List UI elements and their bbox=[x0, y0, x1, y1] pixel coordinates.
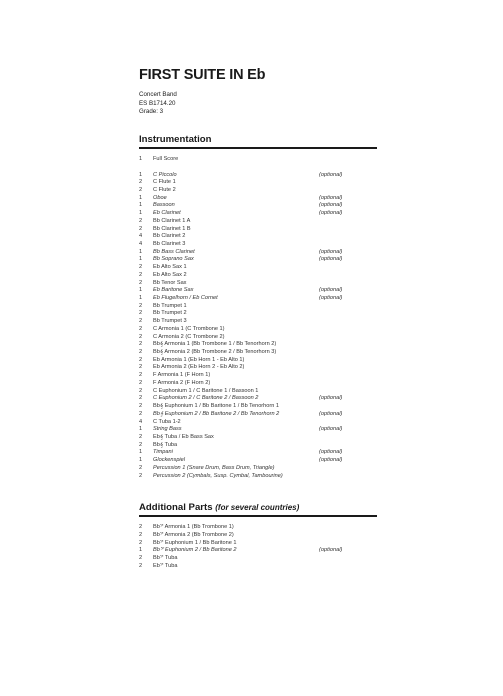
list-item bbox=[139, 395, 379, 403]
meta-grade: Grade: 3 bbox=[139, 108, 164, 116]
part-note: (optional) bbox=[319, 210, 343, 217]
part-note: (optional) bbox=[319, 410, 343, 417]
part-quantity: 4 bbox=[139, 418, 143, 425]
meta-catalog-number: ES B1714.20 bbox=[139, 99, 176, 107]
part-name: Bb Clarinet 2 bbox=[153, 233, 186, 240]
part-name: Percussion 2 (Cymbals, Susp. Cymbal, Tambourine) bbox=[153, 472, 283, 479]
list-gap bbox=[139, 164, 379, 172]
list-item bbox=[139, 372, 379, 380]
part-quantity: 2 bbox=[139, 395, 143, 402]
instrumentation-list bbox=[139, 156, 379, 480]
part-name: Bb Soprano Sax bbox=[153, 256, 194, 263]
part-quantity: 1 bbox=[139, 547, 143, 554]
list-item bbox=[139, 380, 379, 388]
part-name: Eb Alto Sax 1 bbox=[153, 264, 187, 271]
part-name: Eb Clarinet bbox=[153, 210, 181, 217]
part-quantity: 1 bbox=[139, 202, 143, 209]
part-name: C Euphonium 2 / C Baritone 2 / Bassoon 2 bbox=[153, 395, 259, 402]
part-quantity: 2 bbox=[139, 464, 143, 471]
part-name: Eb Flugelhorn / Eb Cornet bbox=[153, 295, 218, 301]
list-item bbox=[139, 172, 379, 180]
part-name: Eb𝄢 Tuba bbox=[153, 562, 178, 569]
part-quantity: 2 bbox=[139, 341, 143, 348]
parts-list bbox=[139, 172, 379, 481]
part-quantity: 2 bbox=[139, 225, 143, 232]
list-item bbox=[139, 318, 379, 326]
part-name: Bb𝄢 Euphonium 2 / Bb Baritone 2 bbox=[153, 547, 237, 554]
part-note: (optional) bbox=[319, 256, 343, 263]
part-quantity: 2 bbox=[139, 356, 143, 363]
part-quantity: 2 bbox=[139, 264, 143, 271]
list-item bbox=[139, 241, 379, 249]
list-item bbox=[139, 364, 379, 372]
document-page bbox=[139, 66, 379, 571]
part-quantity: 2 bbox=[139, 186, 143, 193]
part-quantity: 2 bbox=[139, 349, 143, 356]
list-item bbox=[139, 532, 379, 540]
part-quantity: 1 bbox=[139, 457, 143, 464]
product-meta bbox=[139, 91, 379, 117]
list-item bbox=[139, 434, 379, 442]
list-item bbox=[139, 233, 379, 241]
list-item bbox=[139, 264, 379, 272]
part-name: C Tuba 1-2 bbox=[153, 418, 181, 425]
part-quantity: 2 bbox=[139, 555, 143, 562]
part-quantity: 1 bbox=[139, 194, 143, 201]
part-name: Bb Clarinet 1 A bbox=[153, 217, 191, 224]
part-name: Bb𝄢 Euphonium 1 / Bb Baritone 1 bbox=[153, 539, 237, 546]
page-title: FIRST SUITE IN Eb bbox=[139, 67, 266, 83]
additional-parts-list bbox=[139, 524, 379, 570]
list-item bbox=[139, 442, 379, 450]
part-quantity: 2 bbox=[139, 310, 143, 317]
list-item bbox=[139, 449, 379, 457]
part-quantity: 2 bbox=[139, 217, 143, 224]
list-item-full-score bbox=[139, 156, 379, 164]
part-name: Eb Alto Sax 2 bbox=[153, 271, 187, 278]
additional-parts-subtitle: (for several countries) bbox=[215, 503, 300, 513]
list-item bbox=[139, 457, 379, 465]
list-item bbox=[139, 303, 379, 311]
part-name: String Bass bbox=[153, 426, 182, 433]
part-name: Bb Tenor Sax bbox=[153, 279, 187, 286]
part-quantity: 2 bbox=[139, 531, 143, 538]
part-note: (optional) bbox=[319, 194, 343, 201]
part-quantity: 1 bbox=[139, 210, 143, 217]
part-note: (optional) bbox=[319, 171, 343, 178]
part-quantity: 4 bbox=[139, 240, 143, 247]
part-quantity: 2 bbox=[139, 318, 143, 325]
list-item bbox=[139, 226, 379, 234]
part-name: Oboe bbox=[153, 194, 167, 201]
part-name: Bb𝄢 Tuba bbox=[153, 555, 178, 562]
part-name: Bassoon bbox=[153, 202, 175, 209]
list-item bbox=[139, 272, 379, 280]
part-name: Timpani bbox=[153, 449, 173, 456]
list-item bbox=[139, 473, 379, 481]
part-name: Eb Armonia 1 (Eb Horn 1 - Eb Alto 1) bbox=[153, 356, 245, 363]
list-item bbox=[139, 187, 379, 195]
part-name: Bb𝄞 Armonia 1 (Bb Trombone 1 / Bb Tenorhorn 2) bbox=[153, 341, 277, 348]
part-quantity: 1 bbox=[139, 248, 143, 255]
list-item bbox=[139, 326, 379, 334]
part-name: Full Score bbox=[153, 155, 179, 162]
list-item bbox=[139, 280, 379, 288]
part-note: (optional) bbox=[319, 202, 343, 209]
part-note: (optional) bbox=[319, 457, 343, 464]
part-note: (optional) bbox=[319, 395, 343, 402]
part-quantity: 2 bbox=[139, 325, 143, 332]
part-name: C Euphonium 1 / C Baritone 1 / Bassoon 1 bbox=[153, 387, 259, 394]
part-name: Glockenspiel bbox=[153, 457, 186, 464]
additional-parts-heading bbox=[139, 502, 379, 514]
list-item bbox=[139, 403, 379, 411]
list-item bbox=[139, 349, 379, 357]
list-item bbox=[139, 411, 379, 419]
part-quantity: 2 bbox=[139, 433, 143, 440]
part-name: Eb𝄞 Tuba / Eb Bass Sax bbox=[153, 433, 214, 440]
part-quantity: 1 bbox=[139, 287, 143, 294]
list-item bbox=[139, 524, 379, 532]
part-name: Bb Trumpet 2 bbox=[153, 310, 187, 317]
part-name: Bb Clarinet 3 bbox=[153, 240, 186, 247]
part-quantity: 2 bbox=[139, 539, 143, 546]
part-name: Bb Clarinet 1 B bbox=[153, 225, 191, 232]
list-item bbox=[139, 310, 379, 318]
part-quantity: 2 bbox=[139, 372, 143, 379]
list-item bbox=[139, 357, 379, 365]
part-name: Bb𝄞 Euphonium 1 / Bb Baritone 1 / Bb Tenorhorn 1 bbox=[153, 403, 280, 410]
part-name: Bb𝄞 Armonia 2 (Bb Trombone 2 / Bb Tenorhorn 3) bbox=[153, 349, 277, 356]
part-quantity: 2 bbox=[139, 387, 143, 394]
part-quantity: 2 bbox=[139, 271, 143, 278]
part-name: C Armonia 1 (C Trombone 1) bbox=[153, 325, 225, 332]
section-divider bbox=[139, 515, 377, 517]
part-name: Bb𝄞 Tuba bbox=[153, 441, 178, 448]
list-item bbox=[139, 426, 379, 434]
part-quantity: 2 bbox=[139, 403, 143, 410]
part-quantity: 4 bbox=[139, 233, 143, 240]
part-name: Eb Baritone Sax bbox=[153, 287, 194, 294]
part-quantity: 2 bbox=[139, 302, 143, 309]
part-quantity: 2 bbox=[139, 472, 143, 479]
list-item bbox=[139, 540, 379, 548]
part-quantity: 2 bbox=[139, 364, 143, 371]
part-quantity: 2 bbox=[139, 524, 143, 531]
part-name: Bb Trumpet 3 bbox=[153, 318, 187, 325]
part-note: (optional) bbox=[319, 287, 343, 294]
part-note: (optional) bbox=[319, 248, 343, 255]
list-item bbox=[139, 465, 379, 473]
list-item bbox=[139, 287, 379, 295]
part-name: C Armonia 2 (C Trombone 2) bbox=[153, 333, 225, 340]
part-name: Bb Bass Clarinet bbox=[153, 248, 195, 255]
list-item bbox=[139, 341, 379, 349]
part-quantity: 1 bbox=[139, 155, 143, 162]
part-note: (optional) bbox=[319, 547, 343, 554]
part-quantity: 1 bbox=[139, 449, 143, 456]
part-quantity: 2 bbox=[139, 441, 143, 448]
part-name: F Armonia 2 (F Horn 2) bbox=[153, 379, 211, 386]
list-item bbox=[139, 210, 379, 218]
list-item bbox=[139, 334, 379, 342]
part-name: C Piccolo bbox=[153, 171, 177, 178]
part-quantity: 2 bbox=[139, 333, 143, 340]
list-item bbox=[139, 388, 379, 396]
part-name: Bb𝄢 Armonia 2 (Bb Trombone 2) bbox=[153, 531, 234, 538]
list-item bbox=[139, 295, 379, 303]
list-item bbox=[139, 256, 379, 264]
section-divider bbox=[139, 147, 377, 149]
part-name: Bb𝄞 Euphonium 2 / Bb Baritone 2 / Bb Tenorhorn 2 bbox=[153, 410, 280, 417]
additional-list bbox=[139, 524, 379, 570]
part-note: (optional) bbox=[319, 426, 343, 433]
part-name: F Armonia 1 (F Horn 1) bbox=[153, 372, 211, 379]
part-quantity: 2 bbox=[139, 279, 143, 286]
list-item bbox=[139, 202, 379, 210]
part-name: C Flute 2 bbox=[153, 186, 176, 193]
part-note: (optional) bbox=[319, 449, 343, 456]
part-quantity: 2 bbox=[139, 179, 143, 186]
list-item bbox=[139, 547, 379, 555]
part-name: Eb Armonia 2 (Eb Horn 2 - Eb Alto 2) bbox=[153, 364, 245, 371]
meta-ensemble: Concert Band bbox=[139, 91, 177, 98]
list-item bbox=[139, 195, 379, 203]
part-note: (optional) bbox=[319, 295, 343, 301]
part-name: C Flute 1 bbox=[153, 179, 176, 186]
part-name: Bb Trumpet 1 bbox=[153, 302, 187, 309]
part-quantity: 2 bbox=[139, 379, 143, 386]
list-item bbox=[139, 249, 379, 257]
part-name: Bb𝄢 Armonia 1 (Bb Trombone 1) bbox=[153, 524, 234, 531]
part-quantity: 1 bbox=[139, 256, 143, 263]
list-item bbox=[139, 555, 379, 563]
instrumentation-heading: Instrumentation bbox=[139, 133, 212, 145]
part-quantity: 1 bbox=[139, 295, 143, 301]
part-quantity: 2 bbox=[139, 562, 143, 569]
part-quantity: 1 bbox=[139, 426, 143, 433]
part-name: Percussion 1 (Snare Drum, Bass Drum, Triangle) bbox=[153, 464, 275, 471]
list-item bbox=[139, 419, 379, 427]
list-item bbox=[139, 563, 379, 571]
part-quantity: 1 bbox=[139, 171, 143, 178]
list-item bbox=[139, 179, 379, 187]
list-item bbox=[139, 218, 379, 226]
part-quantity: 2 bbox=[139, 410, 143, 417]
additional-parts-title: Additional Parts bbox=[139, 502, 213, 514]
